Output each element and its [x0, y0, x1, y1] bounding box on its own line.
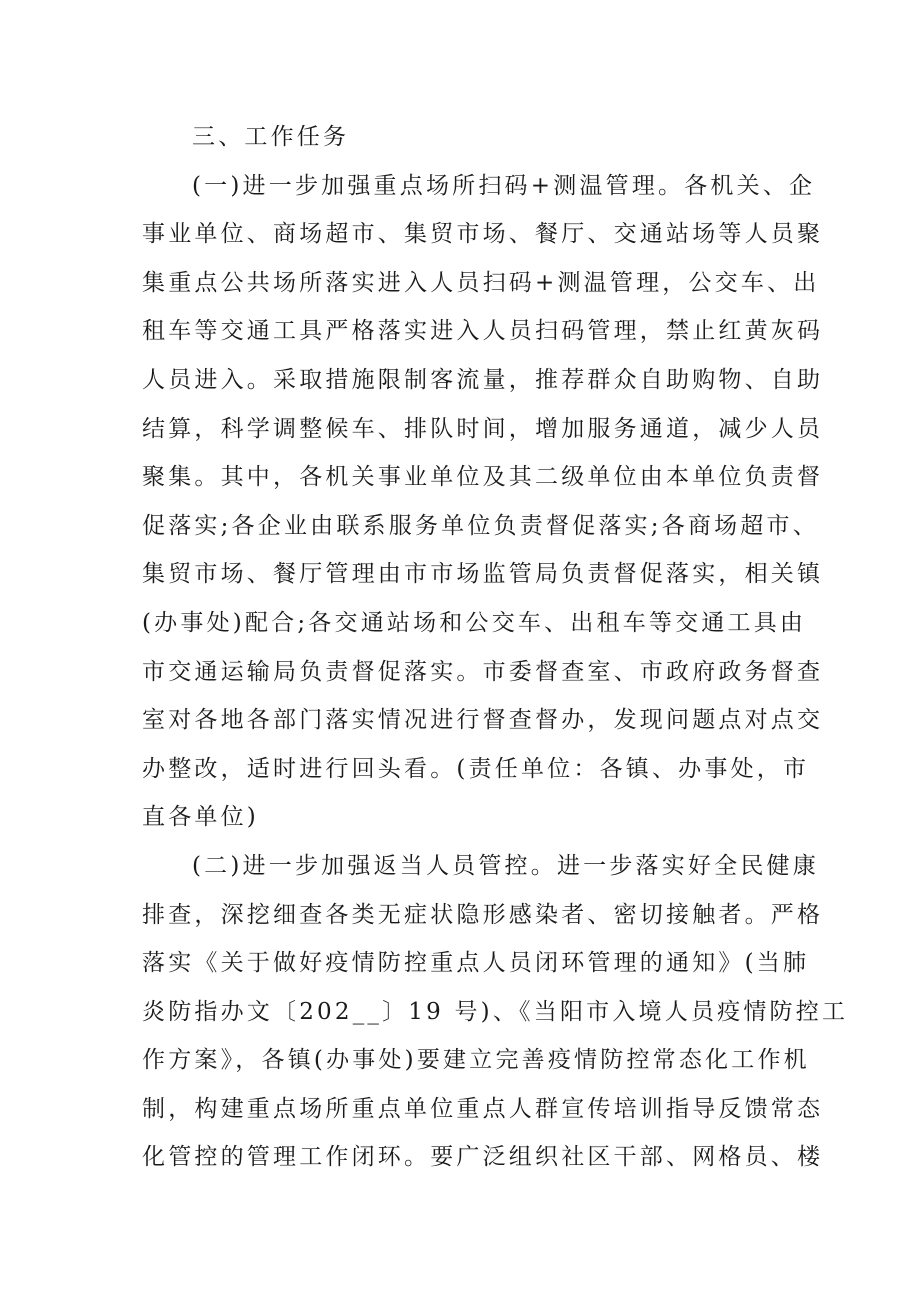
text-line: 促落实;各企业由联系服务单位负责督促落实;各商场超市、: [142, 512, 819, 539]
text-line: 三、工作任务: [192, 124, 350, 150]
text-line: 室对各地各部门落实情况进行督查督办，发现问题点对点交: [142, 707, 824, 734]
text-line: 聚集。其中，各机关事业单位及其二级单位由本单位负责督: [142, 464, 824, 491]
text-line: 人员进入。采取措施限制客流量，推荐群众自助购物、自助: [142, 366, 824, 393]
text-line: 制，构建重点场所重点单位重点人群宣传培训指导反馈常态: [142, 1095, 824, 1122]
text-line: 市交通运输局负责督促落实。市委督查室、市政府政务督查: [142, 658, 824, 685]
text-line: 结算，科学调整候车、排队时间，增加服务通道，减少人员: [142, 415, 824, 442]
text-line: 租车等交通工具严格落实进入人员扫码管理，禁止红黄灰码: [142, 318, 824, 345]
text-line: (一)进一步加强重点场所扫码+测温管理。各机关、企: [192, 172, 816, 199]
text-line: 排查，深挖细查各类无症状隐形感染者、密切接触者。严格: [142, 901, 824, 928]
text-line: 落实《关于做好疫情防控重点人员闭环管理的通知》(当肺: [142, 950, 810, 977]
text-line: 集贸市场、餐厅管理由市市场监管局负责督促落实，相关镇: [142, 561, 824, 588]
text-line: 集重点公共场所落实进入人员扫码+测温管理，公交车、出: [142, 269, 820, 296]
text-line: 作方案》，各镇(办事处)要建立完善疫情防控常态化工作机: [142, 1047, 810, 1074]
text-line: (二)进一步加强返当人员管控。进一步落实好全民健康: [192, 852, 819, 879]
text-line: 炎防指办文〔202__〕19 号)、《当阳市入境人员疫情防控工: [142, 998, 849, 1025]
text-line: (办事处)配合;各交通站场和公交车、出租车等交通工具由: [142, 609, 807, 636]
text-line: 化管控的管理工作闭环。要广泛组织社区干部、网格员、楼: [142, 1144, 824, 1171]
text-line: 事业单位、商场超市、集贸市场、餐厅、交通站场等人员聚: [142, 221, 824, 248]
text-line: 直各单位): [142, 804, 259, 831]
text-line: 办整改，适时进行回头看。(责任单位：各镇、办事处，市: [142, 755, 810, 782]
document-body: [142, 113, 849, 1182]
